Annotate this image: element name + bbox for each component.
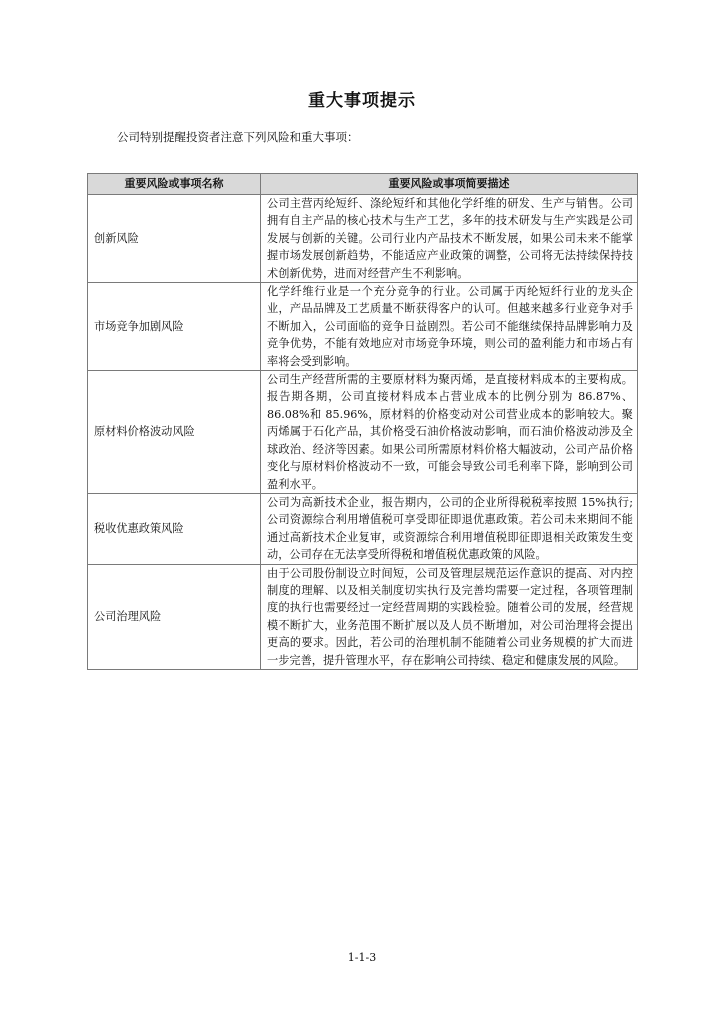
table-header-row <box>88 174 638 195</box>
column-header-name: 重要风险或事项名称 <box>88 174 261 195</box>
intro-text: 公司特别提醒投资者注意下列风险和重大事项： <box>117 130 359 144</box>
risk-name: 税收优惠政策风险 <box>88 493 261 564</box>
table-row <box>88 493 638 564</box>
table-row <box>88 371 638 494</box>
risk-description: 由于公司股份制设立时间短，公司及管理层规范运作意识的提高、对内控制度的理解、以及相关制度切实执行及完善均需要一定过程，各项管理制度的执行也需要经过一定经营周期的实践检验。随着公司的发展，经营规模不断扩大，业务范围不断扩展以及人员不断增加，对公司治理将会提出更高的要求。因此，若公司的治理机制不能随着公司业务规模的扩大而进一步完善，提升管理水平，存在影响公司持续、稳定和健康发展的风险。 <box>261 564 638 669</box>
table-row <box>88 283 638 371</box>
risk-description: 公司为高新技术企业，报告期内，公司的企业所得税税率按照 15%执行;公司资源综合利用增值税可享受即征即退优惠政策。若公司未来期间不能通过高新技术企业复审，或资源综合利用增值税即征即退相关政策发生变动，公司存在无法享受所得税和增值税优惠政策的风险。 <box>261 493 638 564</box>
risk-name: 原材料价格波动风险 <box>88 371 261 494</box>
risk-description: 化学纤维行业是一个充分竞争的行业。公司属于丙纶短纤行业的龙头企业，产品品牌及工艺质量不断获得客户的认可。但越来越多行业竞争对手不断加入，公司面临的竞争日益剧烈。若公司不能继续保持品牌影响力及竞争优势，不能有效地应对市场竞争环境，则公司的盈利能力和市场占有率将会受到影响。 <box>261 283 638 371</box>
column-header-description: 重要风险或事项简要描述 <box>261 174 638 195</box>
table-row <box>88 564 638 669</box>
page-number: 1-1-3 <box>347 951 377 964</box>
page-title: 重大事项提示 <box>308 91 416 111</box>
risk-description: 公司主营丙纶短纤、涤纶短纤和其他化学纤维的研发、生产与销售。公司拥有自主产品的核心技术与生产工艺，多年的技术研发与生产实践是公司发展与创新的关键。公司行业内产品技术不断发展，如果公司未来不能掌握市场发展创新趋势，不能适应产业政策的调整，公司将无法持续保持技术创新优势，进而对经营产生不利影响。 <box>261 195 638 283</box>
risk-table <box>87 173 638 670</box>
risk-name: 公司治理风险 <box>88 564 261 669</box>
table-row <box>88 195 638 283</box>
risk-description: 公司生产经营所需的主要原材料为聚丙烯，是直接材料成本的主要构成。报告期各期，公司直接材料成本占营业成本的比例分别为 86.87%、86.08%和 85.96%，原材料的价格变动对公司营业成本的影响较大。聚丙烯属于石化产品，其价格受石油价格波动影响，而石油价格波动涉及全球政治、经济等因素。如果公司所需原材料价格大幅波动，公司产品价格变化与原材料价格波动不一致，可能会导致公司毛利率下降，影响到公司盈利水平。 <box>261 371 638 494</box>
risk-name: 市场竞争加剧风险 <box>88 283 261 371</box>
risk-name: 创新风险 <box>88 195 261 283</box>
